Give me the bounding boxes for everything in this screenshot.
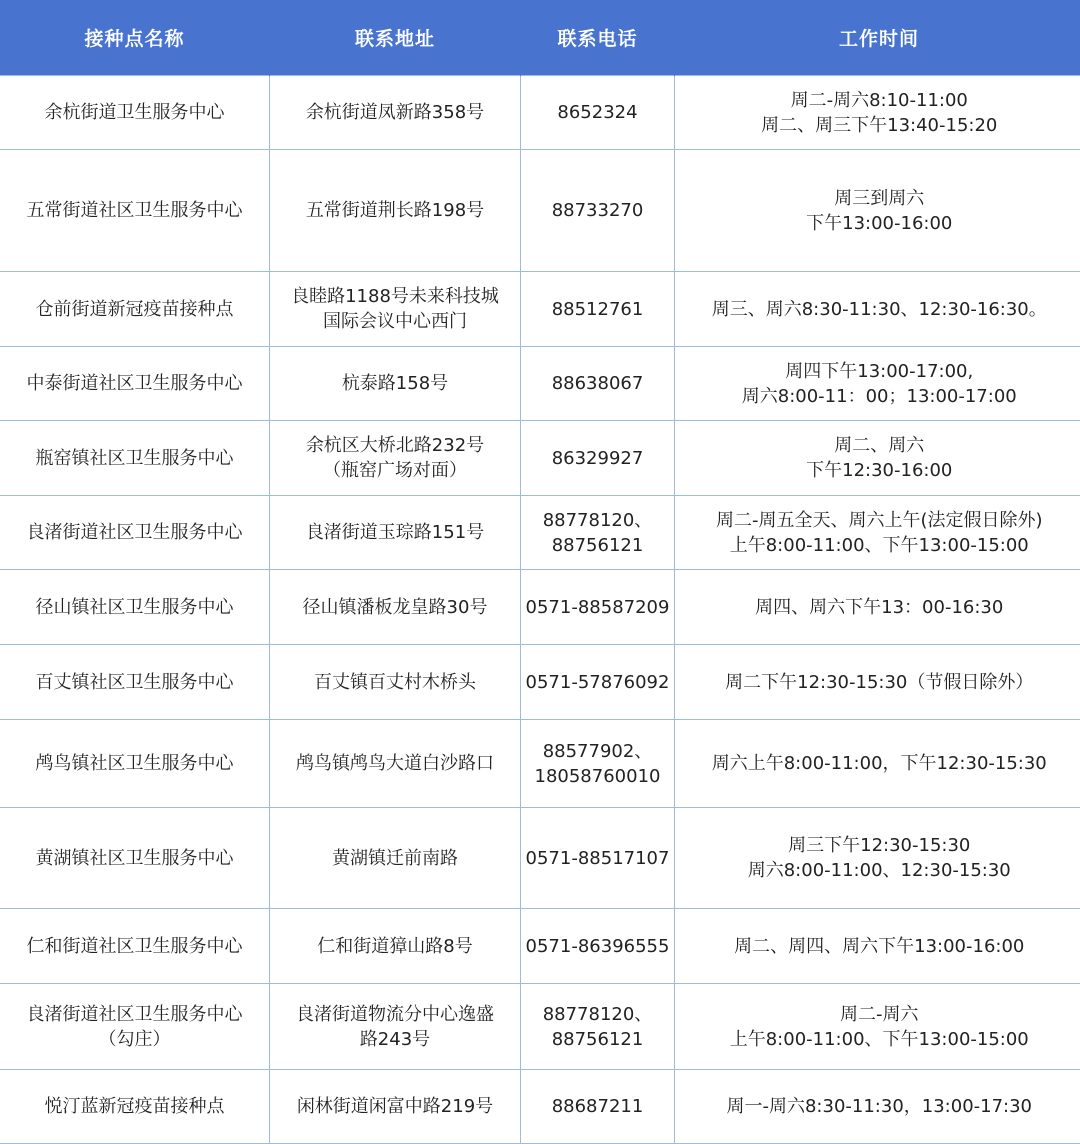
header-hours: 工作时间 bbox=[675, 0, 1080, 76]
site-name-cell: 百丈镇社区卫生服务中心 bbox=[0, 645, 270, 720]
address-cell: 闲林街道闲富中路219号 bbox=[270, 1070, 521, 1144]
table-row bbox=[0, 570, 1080, 645]
address-cell: 杭泰路158号 bbox=[270, 347, 521, 421]
phone-cell: 88778120、 88756121 bbox=[521, 496, 675, 570]
table-row bbox=[0, 272, 1080, 347]
hours-cell: 周二、周四、周六下午13:00-16:00 bbox=[675, 909, 1080, 984]
phone-cell: 88512761 bbox=[521, 272, 675, 347]
site-name-cell: 良渚街道社区卫生服务中心 （勾庄） bbox=[0, 984, 270, 1070]
table-row bbox=[0, 1070, 1080, 1144]
hours-cell: 周三、周六8:30-11:30、12:30-16:30。 bbox=[675, 272, 1080, 347]
site-name-cell: 瓶窑镇社区卫生服务中心 bbox=[0, 421, 270, 496]
address-cell: 余杭区大桥北路232号 （瓶窑广场对面） bbox=[270, 421, 521, 496]
phone-cell: 0571-86396555 bbox=[521, 909, 675, 984]
hours-cell: 周二、周六 下午12:30-16:00 bbox=[675, 421, 1080, 496]
address-cell: 黄湖镇迁前南路 bbox=[270, 808, 521, 909]
site-name-cell: 仁和街道社区卫生服务中心 bbox=[0, 909, 270, 984]
table-row bbox=[0, 150, 1080, 272]
table-row bbox=[0, 645, 1080, 720]
address-cell: 百丈镇百丈村木桥头 bbox=[270, 645, 521, 720]
phone-cell: 88733270 bbox=[521, 150, 675, 272]
site-name-cell: 径山镇社区卫生服务中心 bbox=[0, 570, 270, 645]
table-row bbox=[0, 808, 1080, 909]
site-name-cell: 中泰街道社区卫生服务中心 bbox=[0, 347, 270, 421]
address-cell: 余杭街道凤新路358号 bbox=[270, 76, 521, 150]
hours-cell: 周二-周六 上午8:00-11:00、下午13:00-15:00 bbox=[675, 984, 1080, 1070]
header-address: 联系地址 bbox=[270, 0, 521, 76]
phone-cell: 0571-88587209 bbox=[521, 570, 675, 645]
table-row bbox=[0, 421, 1080, 496]
table-row bbox=[0, 984, 1080, 1070]
address-cell: 良渚街道玉琮路151号 bbox=[270, 496, 521, 570]
address-cell: 良睦路1188号未来科技城 国际会议中心西门 bbox=[270, 272, 521, 347]
site-name-cell: 黄湖镇社区卫生服务中心 bbox=[0, 808, 270, 909]
hours-cell: 周一-周六8:30-11:30，13:00-17:30 bbox=[675, 1070, 1080, 1144]
address-cell: 仁和街道獐山路8号 bbox=[270, 909, 521, 984]
table-row bbox=[0, 720, 1080, 808]
phone-cell: 0571-57876092 bbox=[521, 645, 675, 720]
table-row bbox=[0, 496, 1080, 570]
site-name-cell: 悦汀蓝新冠疫苗接种点 bbox=[0, 1070, 270, 1144]
hours-cell: 周二下午12:30-15:30（节假日除外） bbox=[675, 645, 1080, 720]
phone-cell: 88687211 bbox=[521, 1070, 675, 1144]
hours-cell: 周三到周六 下午13:00-16:00 bbox=[675, 150, 1080, 272]
phone-cell: 8652324 bbox=[521, 76, 675, 150]
hours-cell: 周六上午8:00-11:00，下午12:30-15:30 bbox=[675, 720, 1080, 808]
site-name-cell: 仓前街道新冠疫苗接种点 bbox=[0, 272, 270, 347]
phone-cell: 86329927 bbox=[521, 421, 675, 496]
table-row bbox=[0, 76, 1080, 150]
phone-cell: 88638067 bbox=[521, 347, 675, 421]
phone-cell: 88778120、 88756121 bbox=[521, 984, 675, 1070]
hours-cell: 周三下午12:30-15:30 周六8:00-11:00、12:30-15:30 bbox=[675, 808, 1080, 909]
site-name-cell: 余杭街道卫生服务中心 bbox=[0, 76, 270, 150]
header-site-name: 接种点名称 bbox=[0, 0, 270, 76]
hours-cell: 周四、周六下午13：00-16:30 bbox=[675, 570, 1080, 645]
table-header-row bbox=[0, 0, 1080, 76]
address-cell: 良渚街道物流分中心逸盛 路243号 bbox=[270, 984, 521, 1070]
site-name-cell: 鸬鸟镇社区卫生服务中心 bbox=[0, 720, 270, 808]
hours-cell: 周二-周六8:10-11:00 周二、周三下午13:40-15:20 bbox=[675, 76, 1080, 150]
table-row bbox=[0, 347, 1080, 421]
site-name-cell: 良渚街道社区卫生服务中心 bbox=[0, 496, 270, 570]
phone-cell: 0571-88517107 bbox=[521, 808, 675, 909]
phone-cell: 88577902、 18058760010 bbox=[521, 720, 675, 808]
address-cell: 径山镇潘板龙皇路30号 bbox=[270, 570, 521, 645]
table-row bbox=[0, 909, 1080, 984]
hours-cell: 周二-周五全天、周六上午(法定假日除外) 上午8:00-11:00、下午13:00-15:00 bbox=[675, 496, 1080, 570]
address-cell: 鸬鸟镇鸬鸟大道白沙路口 bbox=[270, 720, 521, 808]
address-cell: 五常街道荆长路198号 bbox=[270, 150, 521, 272]
site-name-cell: 五常街道社区卫生服务中心 bbox=[0, 150, 270, 272]
header-phone: 联系电话 bbox=[521, 0, 675, 76]
hours-cell: 周四下午13:00-17:00, 周六8:00-11：00；13:00-17:00 bbox=[675, 347, 1080, 421]
